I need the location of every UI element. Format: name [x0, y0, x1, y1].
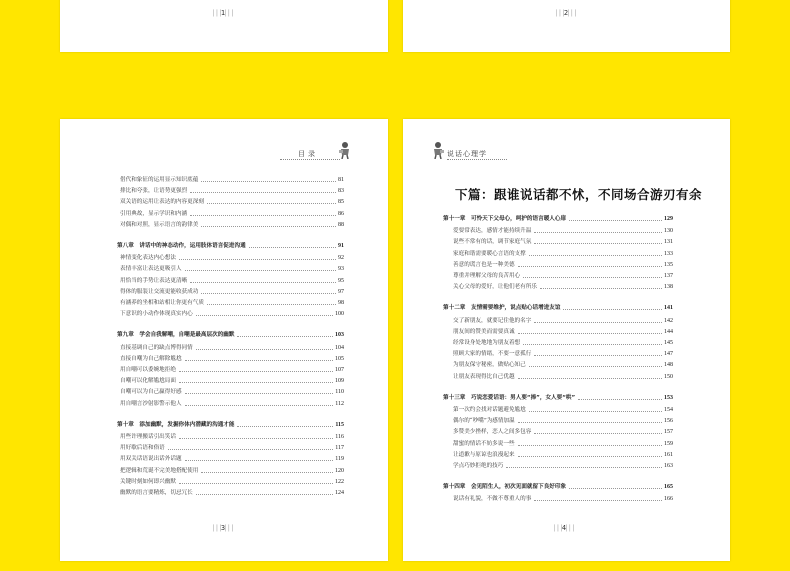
entry-page-number: 165	[664, 484, 673, 491]
toc-entry	[120, 187, 344, 195]
entry-title: 得体的服装让交流更能收获成功	[120, 288, 199, 295]
entry-page-number: 88	[338, 221, 344, 228]
entry-page-number: 119	[335, 456, 344, 463]
entry-title: 对偶和对照，显示语言的韵律美	[120, 221, 199, 228]
chapter-entry	[443, 304, 673, 312]
dot-leader	[518, 333, 662, 334]
entry-title: 关键时刻如何即兴幽默	[120, 478, 176, 485]
entry-page-number: 142	[664, 317, 673, 324]
chapter-entry	[443, 394, 673, 402]
entry-page-number: 85	[338, 199, 344, 206]
dot-leader	[179, 382, 333, 383]
entry-page-number: 95	[338, 277, 344, 284]
toc-entry	[453, 417, 673, 425]
entry-page-number: 138	[664, 284, 673, 291]
running-head: 说话心理学	[447, 150, 487, 158]
dot-leader	[207, 203, 336, 204]
entry-title: 神情变化表达内心想法	[120, 255, 176, 262]
entry-title: 表情丰富让表达更吸引人	[120, 266, 182, 273]
dot-leader	[207, 304, 336, 305]
dot-leader	[534, 355, 662, 356]
dot-leader	[185, 270, 336, 271]
chapter-entry	[117, 421, 344, 429]
toc-entry	[120, 198, 344, 206]
entry-title: 下意识的小动作体现真实内心	[120, 311, 193, 318]
toc-entry	[120, 388, 344, 396]
entry-title: 引用典故，显示学识和内涵	[120, 210, 188, 217]
toc-entry	[120, 344, 344, 352]
dot-leader	[201, 472, 333, 473]
dot-leader	[237, 426, 333, 427]
toc-entry	[453, 227, 673, 235]
chapter-entry	[443, 483, 673, 491]
dot-leader	[518, 456, 662, 457]
entry-title: 为朋友保守秘密，做贴心知己	[453, 362, 526, 369]
entry-title: 学点巧妙拒绝的技巧	[453, 463, 504, 469]
entry-page-number: 153	[664, 394, 673, 401]
dot-leader	[196, 494, 333, 495]
page-number: ▕▕▕ 1 ▏▏▏	[210, 9, 236, 17]
entry-page-number: 109	[335, 378, 344, 385]
dot-leader	[196, 349, 333, 350]
header-rule	[280, 159, 340, 160]
entry-title: 善意的谎言也是一种美德	[453, 261, 515, 268]
page-number: ▕▕▕ 4 ▏▏▏	[551, 524, 577, 532]
entry-page-number: 150	[664, 373, 673, 380]
toc-entry	[120, 310, 344, 318]
entry-page-number: 116	[335, 434, 344, 440]
entry-page-number: 156	[664, 418, 673, 425]
toc-entry	[453, 406, 673, 414]
toc-entry	[453, 428, 673, 436]
toc-entry	[453, 495, 673, 503]
entry-page-number: 93	[338, 266, 344, 273]
chapter-title: 第十二章 友情需要维护，说点贴心话增进友谊	[443, 305, 561, 312]
entry-title: 用些许理搬话引出笑话	[120, 434, 176, 440]
dot-leader	[569, 488, 662, 489]
toc-entry	[120, 221, 344, 229]
entry-title: 直接基调自己的缺点博得同情	[120, 344, 193, 351]
dot-leader	[185, 360, 333, 361]
entry-page-number: 97	[338, 288, 344, 295]
chapter-title: 第十四章 会见陌生人，初次见面就留下良好印象	[443, 484, 567, 491]
entry-page-number: 135	[664, 261, 673, 268]
toc-entry	[453, 440, 673, 448]
entry-page-number: 83	[338, 188, 344, 195]
entry-page-number: 98	[338, 300, 344, 306]
chapter-title: 第十章 添加幽默，发掘你体内潜藏的沟通才能	[117, 421, 235, 428]
dot-leader	[534, 500, 662, 501]
toc-entry	[453, 339, 673, 347]
entry-page-number: 117	[335, 445, 344, 452]
reader-figure-icon	[431, 141, 445, 159]
dot-leader	[201, 181, 336, 182]
entry-page-number: 144	[664, 328, 673, 335]
toc-entry	[453, 373, 673, 381]
entry-title: 用恰当的手势让表达更清晰	[120, 277, 188, 284]
entry-page-number: 130	[664, 228, 673, 235]
toc-entry	[120, 444, 344, 452]
dot-leader	[196, 315, 333, 316]
dot-leader	[249, 247, 336, 248]
dot-leader	[569, 220, 662, 221]
dot-leader	[523, 344, 662, 345]
dot-leader	[529, 366, 662, 367]
page-number: ▕▕▕ 3 ▏▏▏	[210, 524, 236, 532]
dot-leader	[190, 215, 336, 216]
entry-title: 用双关话语说出话外话题	[120, 456, 182, 463]
entry-page-number: 107	[335, 367, 344, 373]
toc-page-4	[403, 119, 730, 561]
dot-leader	[168, 449, 333, 450]
toc-entry	[120, 277, 344, 285]
entry-title: 让朋友表现得比自己优越	[453, 373, 515, 380]
entry-title: 说话有礼貌，不做不尊重人的事	[453, 496, 532, 503]
toc-page-1	[60, 0, 388, 52]
dot-leader	[534, 232, 662, 233]
chapter-title: 第十一章 可怜天下父母心，呵护的语言暖人心扉	[443, 216, 567, 222]
entry-page-number: 157	[664, 429, 673, 436]
toc-page-3	[60, 119, 388, 561]
entry-title: 自嘲可以为自己赢得好感	[120, 389, 182, 396]
toc-entry	[453, 350, 673, 358]
entry-page-number: 91	[338, 243, 344, 249]
reader-figure-icon	[338, 141, 352, 159]
toc-entry	[120, 176, 344, 184]
toc-entry	[453, 238, 673, 246]
toc-entry	[120, 467, 344, 475]
toc-entry	[120, 478, 344, 486]
toc-entry	[453, 462, 673, 470]
entry-title: 排比和夸张，让语势更强烈	[120, 188, 188, 195]
toc-entry	[120, 455, 344, 463]
entry-page-number: 92	[338, 255, 344, 262]
entry-page-number: 154	[664, 407, 673, 413]
running-head: 目录	[298, 150, 318, 158]
dot-leader	[190, 192, 336, 193]
entry-title: 直接自嘲为自己解除尴尬	[120, 355, 182, 362]
entry-title: 幽默的语言要精炼，切忌冗长	[120, 490, 193, 496]
header-rule	[447, 159, 507, 160]
entry-title: 自嘲可以化解尴尬局面	[120, 378, 176, 385]
entry-title: 家庭和谐需要暖心言语的支撑	[453, 250, 526, 257]
chapter-title: 第十三章 巧说恋爱话语：男人要“捧”，女人要“哄”	[443, 394, 576, 401]
entry-page-number: 122	[335, 478, 344, 485]
entry-title: 把逻辑和荒诞不完美地搭配使用	[120, 467, 199, 474]
dot-leader	[506, 467, 662, 468]
toc-entry	[120, 489, 344, 497]
entry-page-number: 129	[664, 216, 673, 222]
dot-leader	[563, 309, 662, 310]
entry-title: 用自嘲可以委婉地拒绝	[120, 367, 176, 373]
entry-title: 借代和象征的运用显示知识底蕴	[120, 177, 199, 183]
dot-leader	[185, 460, 334, 461]
chapter-title: 第八章 讲话中的神态动作，运用肢体语言促进沟通	[117, 243, 246, 249]
chapter-entry	[117, 242, 344, 250]
entry-page-number: 120	[335, 467, 344, 474]
dot-leader	[523, 277, 662, 278]
entry-title: 尊重并理解父母的良苦用心	[453, 273, 521, 279]
entry-title: 关心父母的爱好，让他们老有所乐	[453, 284, 537, 291]
entry-title: 双关语的运用让表达的内容更深刻	[120, 199, 204, 206]
toc-entry	[453, 451, 673, 459]
dot-leader	[529, 411, 662, 412]
toc-entry	[120, 254, 344, 262]
dot-leader	[529, 255, 662, 256]
entry-page-number: 104	[335, 344, 344, 351]
chapter-title: 第九章 学会自我解嘲，自嘲是最高层次的幽默	[117, 332, 235, 339]
page-number: ▕▕▕ 2 ▏▏▏	[553, 9, 579, 17]
entry-page-number: 103	[335, 332, 344, 339]
entry-title: 爱要常表达，感情才能持续升温	[453, 228, 532, 235]
toc-entry	[120, 433, 344, 441]
dot-leader	[179, 438, 333, 439]
dot-leader	[578, 399, 662, 400]
entry-title: 经常设身处地地为朋友着想	[453, 340, 521, 346]
entry-title: 用自嘲言沙射影警示他人	[120, 400, 182, 407]
entry-page-number: 137	[664, 273, 673, 279]
entry-page-number: 112	[335, 400, 344, 407]
toc-entry	[120, 355, 344, 363]
dot-leader	[185, 393, 334, 394]
entry-title: 有涵养的坐相和站相让你更有气质	[120, 300, 204, 306]
entry-title: 说些不常有的话，调节家庭气氛	[453, 239, 532, 246]
entry-title: 甜蜜的情话不妨多说一些	[453, 440, 515, 447]
dot-leader	[518, 422, 662, 423]
toc-entry	[120, 366, 344, 374]
entry-title: 照顾大家的情绪，不要一意孤行	[453, 351, 532, 358]
dot-leader	[185, 405, 334, 406]
entry-page-number: 148	[664, 362, 673, 369]
dot-leader	[518, 378, 662, 379]
entry-page-number: 81	[338, 177, 344, 183]
dot-leader	[179, 371, 333, 372]
entry-page-number: 100	[335, 311, 344, 318]
entry-page-number: 105	[335, 355, 344, 362]
entry-title: 让道歉与原谅也浪漫起来	[453, 451, 515, 458]
dot-leader	[540, 288, 662, 289]
dot-leader	[179, 483, 333, 484]
dot-leader	[518, 266, 662, 267]
entry-title: 用好歇后语和俗语	[120, 445, 165, 452]
toc-entry	[453, 317, 673, 325]
entry-page-number: 166	[664, 496, 673, 503]
entry-page-number: 145	[664, 340, 673, 346]
toc-entry	[453, 328, 673, 336]
dot-leader	[201, 293, 336, 294]
entry-page-number: 115	[335, 421, 344, 428]
chapter-entry	[443, 215, 673, 223]
entry-page-number: 147	[664, 351, 673, 358]
entry-page-number: 161	[664, 451, 673, 458]
entry-page-number: 141	[664, 305, 673, 312]
entry-title: 第一次约会找对话题避免尴尬	[453, 407, 526, 413]
toc-entry	[120, 288, 344, 296]
chapter-entry	[117, 331, 344, 339]
entry-page-number: 159	[664, 440, 673, 447]
toc-entry	[120, 265, 344, 273]
entry-page-number: 110	[335, 389, 344, 396]
dot-leader	[534, 243, 662, 244]
dot-leader	[534, 433, 662, 434]
toc-entry	[120, 400, 344, 408]
entry-title: 多赞美少挫样，恋人之间多包容	[453, 429, 532, 436]
entry-page-number: 86	[338, 210, 344, 217]
toc-entry	[120, 299, 344, 307]
toc-page-2	[403, 0, 730, 52]
dot-leader	[534, 322, 662, 323]
dot-leader	[190, 282, 336, 283]
dot-leader	[518, 445, 662, 446]
entry-page-number: 163	[664, 463, 673, 469]
toc-entry	[453, 250, 673, 258]
toc-entry	[453, 261, 673, 269]
toc-entry	[120, 377, 344, 385]
entry-title: 朋友间的赞美而需要真诚	[453, 328, 515, 335]
toc-entry	[453, 283, 673, 291]
dot-leader	[179, 259, 336, 260]
part-title: 下篇：跟谁说话都不怵，不同场合游刃有余	[455, 187, 703, 202]
entry-title: 交了新朋友，就要记住他的名字	[453, 317, 532, 324]
toc-entry	[120, 210, 344, 218]
toc-entry	[453, 361, 673, 369]
entry-page-number: 131	[664, 239, 673, 246]
entry-page-number: 133	[664, 250, 673, 257]
entry-title: 偶尔的“吵嘴”为感情加温	[453, 418, 515, 425]
dot-leader	[237, 336, 333, 337]
toc-entry	[453, 272, 673, 280]
entry-page-number: 124	[335, 490, 344, 496]
dot-leader	[201, 226, 336, 227]
